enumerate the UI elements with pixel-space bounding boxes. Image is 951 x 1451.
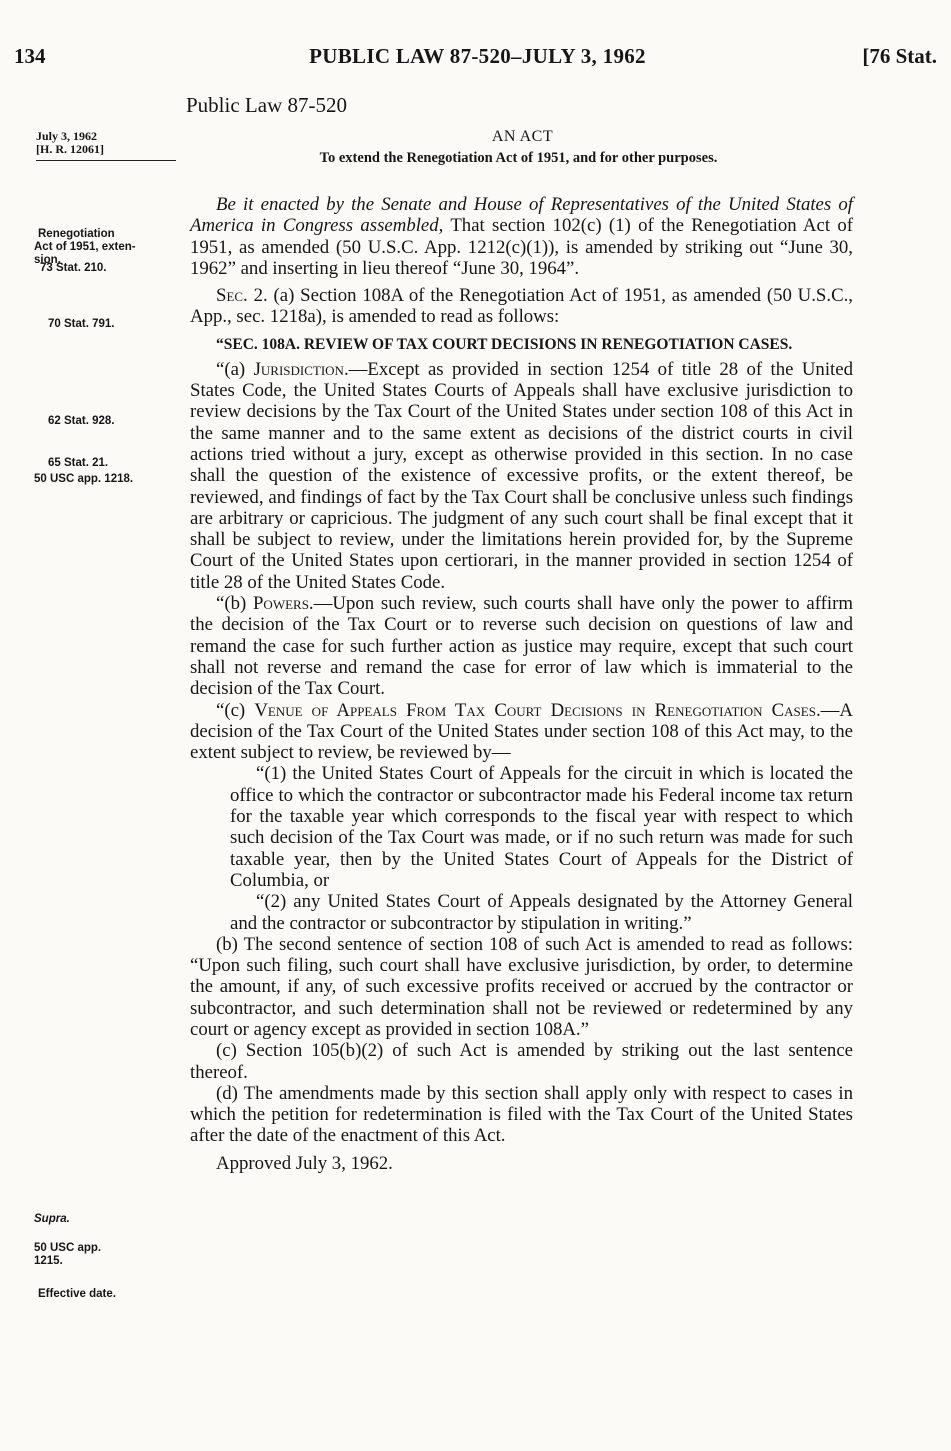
subsection-b: “(b) Powers.—Upon such review, such courts shall have only the power to affirm the decision of the Tax Court or to reverse such decision on questions of law and remand the case for such further action as justice may require, except that such court shall not reverse and remand the case for error of law which is immaterial to the decision of the Tax Court. <box>190 593 853 700</box>
margin-note-65-stat: 65 Stat. 21. <box>48 457 109 469</box>
act-purpose: To extend the Renegotiation Act of 1951, and for other purposes. <box>319 150 718 166</box>
paragraph-c2: “(2) any United States Court of Appeals designated by the Attorney General and the contractor or subcontractor by stipulation in writing.” <box>230 891 853 934</box>
margin-note-70-stat: 70 Stat. 791. <box>48 318 115 330</box>
section-108a-heading: “SEC. 108A. REVIEW OF TAX COURT DECISIONS IN RENEGOTIATION CASES. <box>216 335 793 353</box>
margin-note-renegotiation: Renegotiation <box>38 228 115 240</box>
subsection-c: “(c) Venue of Appeals From Tax Court Decisions in Renegotiation Cases.—A decision of the Tax Court of the United States under section 108 of this Act may, to the extent subject to review, be reviewed by— <box>190 699 853 764</box>
running-title: PUBLIC LAW 87-520–JULY 3, 1962 <box>309 44 646 68</box>
page-number: 134 <box>14 44 46 68</box>
enactment-date: July 3, 1962 <box>36 129 98 143</box>
margin-note-extension: sion. <box>34 254 61 266</box>
subsection-c-paragraphs <box>190 763 853 933</box>
subsection-a: “(a) Jurisdiction.—Except as provided in section 1254 of title 28 of the United States Code, the United States Courts of Appeals shall have exclusive jurisdiction to review decisions by the Tax Court of the United States under section 108 of this Act in the same manner and to the same extent as decisions of the district courts in civil actions tried without a jury, except as otherwise provided in this section. In no case shall the question of the existence of excessive profits, or the extent thereof, be reviewed, and findings of fact by the Tax Court shall be conclusive unless such findings are arbitrary or capricious. The judgment of any such court shall be final except that it shall be subject to review, under the limitations herein provided for, by the Supreme Court of the United States upon certiorari, in the manner provided in section 1254 of title 28 of the United States Code. <box>190 358 853 593</box>
margin-note-usc-1215-cont: 1215. <box>34 1255 63 1267</box>
margin-note-act1951: Act of 1951, exten- <box>34 241 136 253</box>
margin-note-usc-1215: 50 USC app. <box>34 1242 102 1254</box>
bill-number: [H. R. 12061] <box>36 142 104 156</box>
enacting-clause: Be it enacted by the Senate and House of Representatives of the United States of America in Congress assembled, That section 102(c) (1) of the Renegotiation Act of 1951, as amended (50 U.S.C. App. 1212(c)(1)), is amended by striking out “June 30, 1962” and inserting in lieu thereof “June 30, 1964”. <box>190 194 853 279</box>
margin-note-usc-1218: 50 USC app. 1218. <box>34 473 134 485</box>
paragraph-c1: “(1) the United States Court of Appeals for the circuit in which is located the office to which the contractor or subcontractor made his Federal income tax return for the taxable year which corresponds to the fiscal year with respect to which such decision of the Tax Court was made, or if no such return was made for such taxable year, then by the United States Court of Appeals for the District of Columbia, or <box>230 763 853 891</box>
enacting-formula: Be it enacted by the Senate and House of Representatives of the United States of America in Congress assembled, <box>190 194 853 237</box>
margin-note-effective-date: Effective date. <box>38 1288 116 1300</box>
section-2b: (b) The second sentence of section 108 of such Act is amended to read as follows: “Upon such filing, such court shall have exclusive jurisdiction, by order, to determine the amount, if any, of such excessive profits received or accrued by the contractor or subcontractor, and such determination shall not be reviewed or redetermined by any court or agency except as provided in section 108A.” <box>190 933 853 1040</box>
volume-reference: [76 Stat. <box>862 44 937 68</box>
section-2a: Sec. 2. (a) Section 108A of the Renegotiation Act of 1951, as amended (50 U.S.C., App., sec. 1218a), is amended to read as follows: <box>190 285 853 328</box>
section-2d: (d) The amendments made by this section shall apply only with respect to cases in which the petition for redetermination is filed with the Tax Court of the United States after the date of the enactment of this Act. <box>190 1082 853 1147</box>
page-header <box>14 44 941 74</box>
margin-note-supra: Supra. <box>34 1213 70 1225</box>
margin-note-73-stat: 73 Stat. 210. <box>40 262 107 274</box>
date-bill-stub <box>36 130 176 161</box>
act-heading: AN ACT <box>491 128 554 145</box>
approval-date: Approved July 3, 1962. <box>216 1152 393 1174</box>
section-2c: (c) Section 105(b)(2) of such Act is amended by striking out the last sentence thereof. <box>190 1040 853 1083</box>
public-law-title: Public Law 87-520 <box>186 93 347 117</box>
margin-note-62-stat: 62 Stat. 928. <box>48 415 115 427</box>
body-text <box>190 194 853 1174</box>
